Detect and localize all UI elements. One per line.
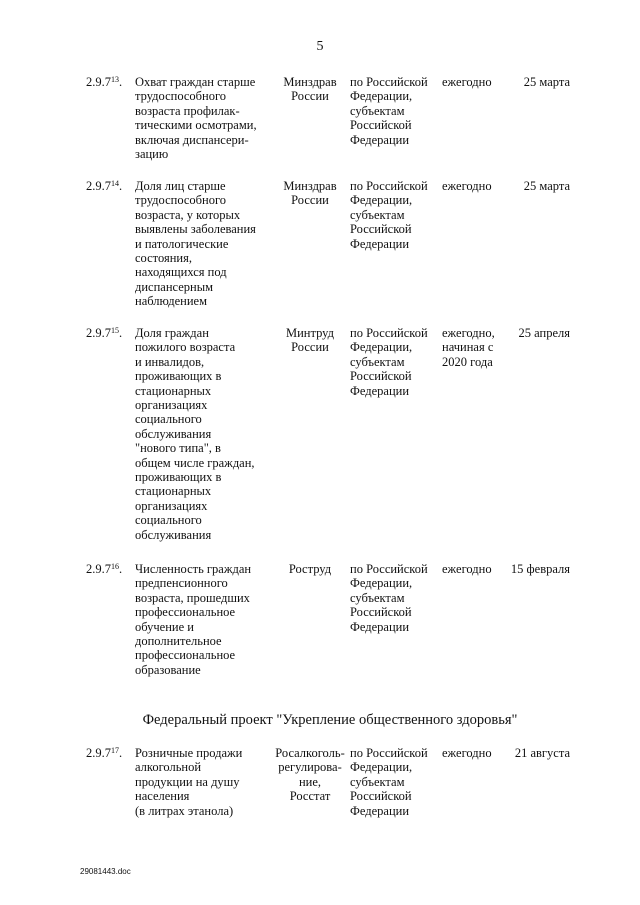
data-level: по Российской Федерации, субъектам Российской Федерации: [350, 562, 428, 634]
indicator-number: 2.9.7$^{13}$.: [86, 75, 123, 89]
indicator-number: 2.9.7$^{16}$.: [86, 562, 123, 576]
indicator-name: Доля лиц старше трудоспособного возраста, у которых выявлены заболевания и патологические состояния, находящихся под диспансерным наблюдением: [135, 179, 256, 309]
responsible-agency: Роструд: [288, 562, 332, 576]
indicator-number: 2.9.7$^{15}$.: [86, 326, 123, 340]
page-number: 5: [316, 39, 324, 54]
due-date: 15 февраля: [510, 562, 570, 576]
data-level: по Российской Федерации, субъектам Российской Федерации: [350, 179, 428, 251]
data-level: по Российской Федерации, субъектам Российской Федерации: [350, 746, 428, 818]
periodicity: ежегодно: [442, 179, 492, 193]
due-date: 25 марта: [523, 179, 570, 193]
footer-file-code: 29081443.doc: [80, 867, 131, 876]
indicator-name: Розничные продажи алкогольной продукции на душу населения (в литрах этанола): [135, 746, 243, 818]
indicator-name: Численность граждан предпенсионного возраста, прошедших профессиональное обучение и дополнительное профессиональное образование: [135, 562, 252, 677]
periodicity: ежегодно, начиная с 2020 года: [442, 326, 495, 369]
due-date: 25 апреля: [518, 326, 570, 340]
indicator-name: Доля граждан пожилого возраста и инвалидов, проживающих в стационарных организациях социального обслуживания "нового типа", в общем числе граждан, проживающих в стационарных организациях социального обслуживания: [135, 326, 255, 542]
indicator-number: 2.9.7$^{17}$.: [86, 746, 123, 760]
responsible-agency: Росалкоголь- регулирова- ние, Росстат: [275, 746, 345, 804]
indicator-name: Охват граждан старше трудоспособного возраста профилак- тическими осмотрами, включая диспансери- зацию: [135, 75, 257, 162]
responsible-agency: Минздрав России: [283, 75, 337, 104]
periodicity: ежегодно: [442, 75, 492, 89]
due-date: 25 марта: [523, 75, 570, 89]
indicator-superscript: 17: [111, 746, 119, 755]
responsible-agency: Минтруд России: [285, 326, 335, 355]
responsible-agency: Минздрав России: [283, 179, 337, 208]
indicator-superscript: 16: [111, 562, 119, 571]
section-title: Федеральный проект "Укрепление общественного здоровья": [142, 712, 518, 728]
due-date: 21 августа: [514, 746, 570, 760]
data-level: по Российской Федерации, субъектам Российской Федерации: [350, 326, 428, 398]
indicator-superscript: 13: [111, 75, 119, 84]
data-level: по Российской Федерации, субъектам Российской Федерации: [350, 75, 428, 147]
indicator-number: 2.9.7$^{14}$.: [86, 179, 123, 193]
indicator-superscript: 15: [111, 326, 119, 335]
indicator-superscript: 14: [111, 179, 119, 188]
periodicity: ежегодно: [442, 746, 492, 760]
periodicity: ежегодно: [442, 562, 492, 576]
